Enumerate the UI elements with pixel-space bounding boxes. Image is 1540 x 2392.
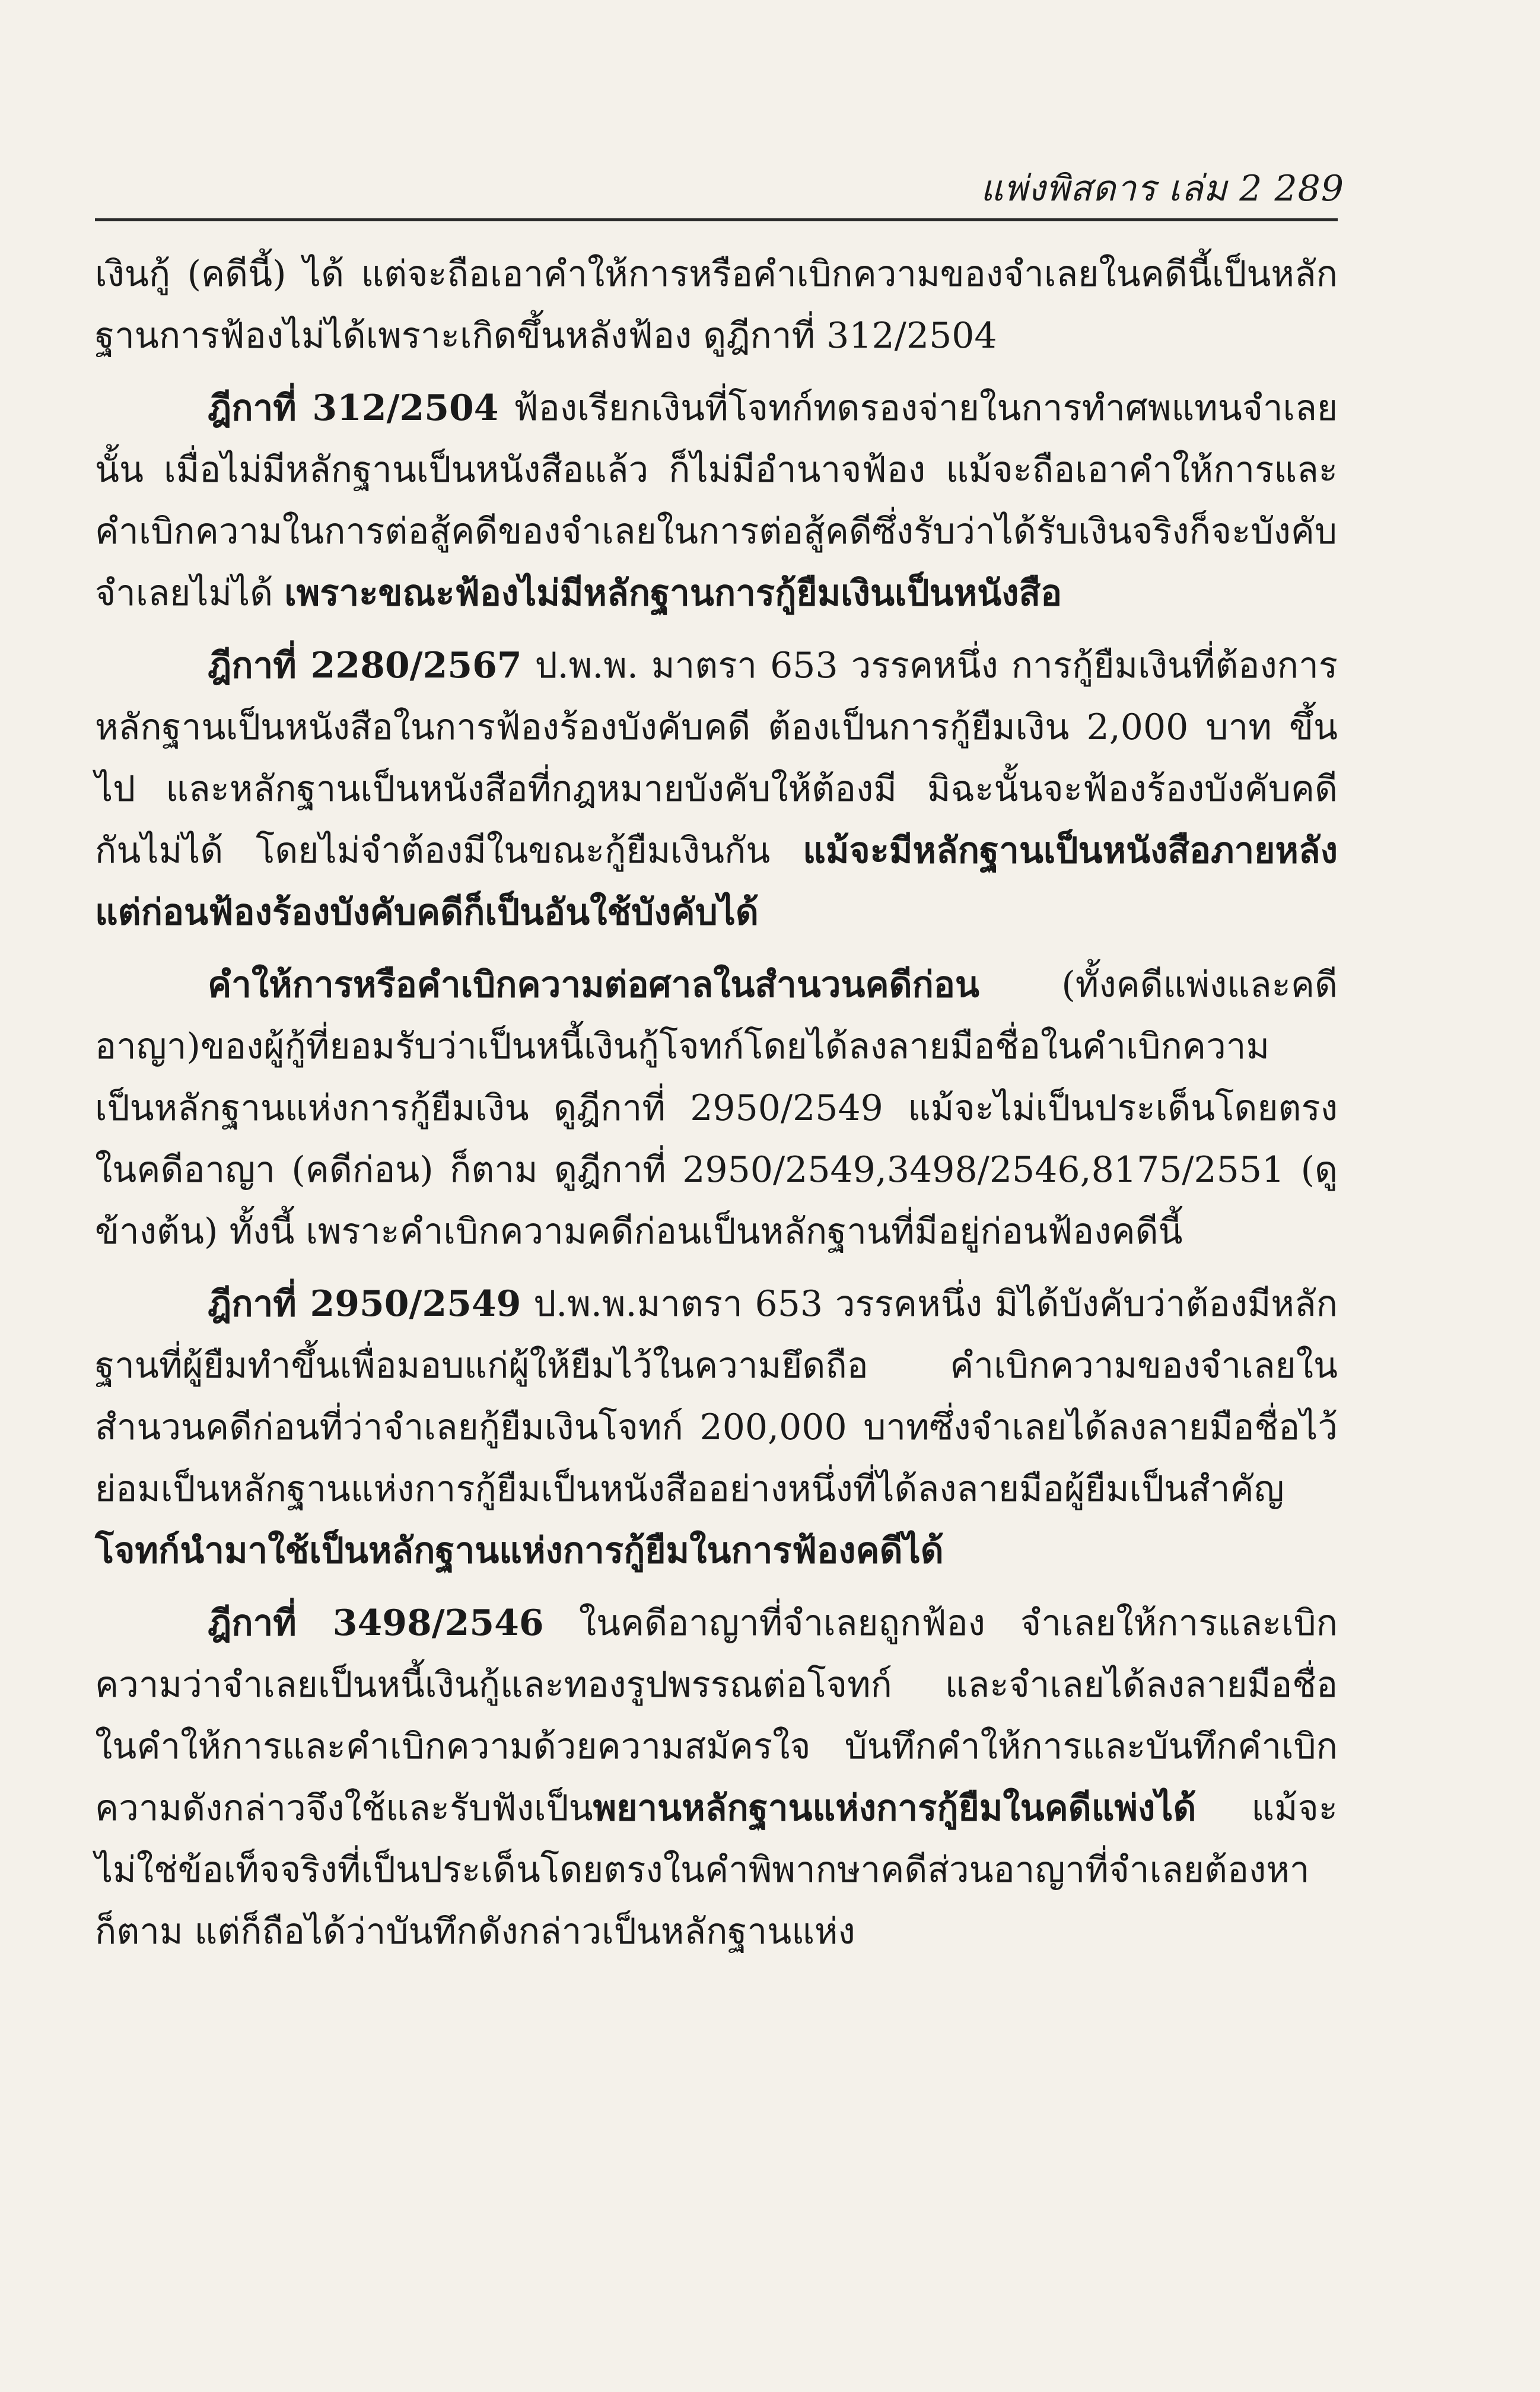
header-rule xyxy=(95,218,1338,221)
case-citation: ฎีกาที่ 2950/2549 xyxy=(208,1283,521,1325)
page-number: 289 xyxy=(1274,168,1344,209)
paragraph-text: ฟ้องเรียกเงินที่โจทก์ทดรองจ่ายในการทำศพแทนจำเลยนั้น เมื่อไม่มีหลักฐานเป็นหนังสือแล้ว ก็ไม่มีอำนาจฟ้อง แม้จะถือเอาคำให้การและคำเบิกความในการต่อสู้คดีของจำเลยในการต่อสู้คดีซึ่งรับว่าได้รับเงินจริงก็จะบังคับจำเลยไม่ได้ xyxy=(95,387,1338,614)
paragraph-1 xyxy=(95,243,1338,367)
paragraph-text: เงินกู้ (คดีนี้) ได้ แต่จะถือเอาคำให้การหรือคำเบิกความของจำเลยในคดีนี้เป็นหลักฐานการฟ้องไม่ได้เพราะเกิดขึ้นหลังฟ้อง ดูฎีกาที่ 312/2504 xyxy=(95,253,1338,357)
paragraph-3 xyxy=(95,635,1338,943)
bold-holding: แม้จะมีหลักฐานเป็นหนังสือภายหลังแต่ก่อนฟ้องร้องบังคับคดีก็เป็นอันใช้บังคับได้ xyxy=(95,830,1338,933)
case-citation: ฎีกาที่ 312/2504 xyxy=(208,387,499,429)
paragraph-text: (ทั้งคดีแพ่งและคดีอาญา)ของผู้กู้ที่ยอมรับว่าเป็นหนี้เงินกู้โจทก์โดยได้ลงลายมือชื่อในคำเบิกความ เป็นหลักฐานแห่งการกู้ยืมเงิน ดูฎีกาที่ 2950/2549 แม้จะไม่เป็นประเด็นโดยตรงในคดีอาญา (คดีก่อน) ก็ตาม ดูฎีกาที่ 2950/2549,3498/2546,8175/2551 (ดูข้างต้น) ทั้งนี้ เพราะคำเบิกความคดีก่อนเป็นหลักฐานที่มีอยู่ก่อนฟ้องคดีนี้ xyxy=(95,964,1338,1252)
bold-holding: โจทก์นำมาใช้เป็นหลักฐานแห่งการกู้ยืมในการฟ้องคดีได้ xyxy=(95,1530,944,1572)
bold-holding: พยานหลักฐานแห่งการกู้ยืมในคดีแพ่งได้ xyxy=(593,1787,1197,1829)
paragraph-5 xyxy=(95,1273,1338,1582)
section-lead: คำให้การหรือคำเบิกความต่อศาลในสำนวนคดีก่อน xyxy=(208,964,979,1006)
case-citation: ฎีกาที่ 3498/2546 xyxy=(208,1602,544,1644)
paragraph-text: ป.พ.พ.มาตรา 653 วรรคหนึ่ง มิได้บังคับว่าต้องมีหลักฐานที่ผู้ยืมทำขึ้นเพื่อมอบแก่ผู้ให้ยืมไว้ในความยึดถือ คำเบิกความของจำเลยในสำนวนคดีก่อนที่ว่าจำเลยกู้ยืมเงินโจทก์ 200,000 บาทซึ่งจำเลยได้ลงลายมือชื่อไว้ ย่อมเป็นหลักฐานแห่งการกู้ยืมเป็นหนังสืออย่างหนึ่งที่ได้ลงลายมือผู้ยืมเป็นสำคัญ xyxy=(95,1283,1338,1510)
running-header xyxy=(981,160,1344,217)
running-title: แพ่งพิสดาร เล่ม 2 xyxy=(980,168,1263,209)
paragraph-tail-text: แม้จะไม่ใช่ข้อเท็จจริงที่เป็นประเด็นโดยตรงในคำพิพากษาคดีส่วนอาญาที่จำเลยต้องหาก็ตาม แต่ก็ถือได้ว่าบันทึกดังกล่าวเป็นหลักฐานแห่ง xyxy=(95,1787,1338,1952)
paragraph-6 xyxy=(95,1592,1338,1962)
paragraph-text: ในคดีอาญาที่จำเลยถูกฟ้อง จำเลยให้การและเบิกความว่าจำเลยเป็นหนี้เงินกู้และทองรูปพรรณต่อโจทก์ และจำเลยได้ลงลายมือชื่อในคำให้การและคำเบิกความด้วยความสมัครใจ บันทึกคำให้การและบันทึกคำเบิกความดังกล่าวจึงใช้และรับฟังเป็น xyxy=(95,1602,1338,1829)
paragraph-4 xyxy=(95,954,1338,1262)
paragraph-2 xyxy=(95,377,1338,624)
paragraph-text: ป.พ.พ. มาตรา 653 วรรคหนึ่ง การกู้ยืมเงินที่ต้องการหลักฐานเป็นหนังสือในการฟ้องร้องบังคับคดี ต้องเป็นการกู้ยืมเงิน 2,000 บาท ขึ้นไป และหลักฐานเป็นหนังสือที่กฎหมายบังคับให้ต้องมี มิฉะนั้นจะฟ้องร้องบังคับคดีกันไม่ได้ โดยไม่จำต้องมีในขณะกู้ยืมเงินกัน xyxy=(95,645,1338,871)
bold-holding: เพราะขณะฟ้องไม่มีหลักฐานการกู้ยืมเงินเป็นหนังสือ xyxy=(284,572,1062,614)
case-citation: ฎีกาที่ 2280/2567 xyxy=(208,645,522,686)
body-text xyxy=(95,243,1338,1973)
